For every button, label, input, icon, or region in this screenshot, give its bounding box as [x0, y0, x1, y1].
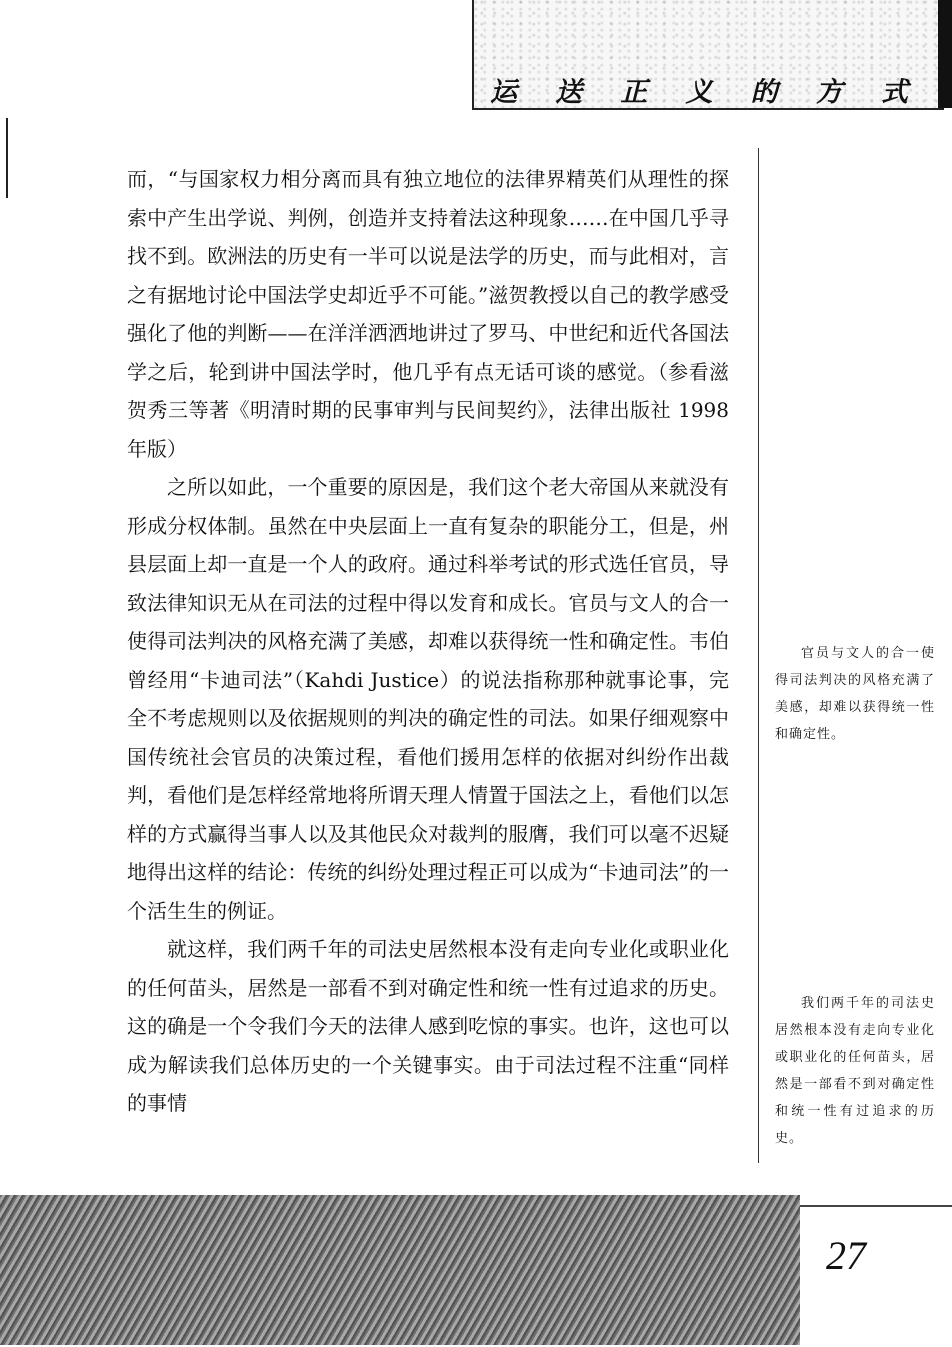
body-paragraph: 而，“与国家权力相分离而具有独立地位的法律界精英们从理性的探索中产生出学说、判例，创造并支持着法这种现象……在中国几乎寻找不到。欧洲法的历史有一半可以说是法学的历史，而与此相对，言之有据地讨论中国法学史却近乎不可能。”滋贺教授以自己的教学感受强化了他的判断——在洋洋洒洒地讲过了罗马、中世纪和近代各国法学之后，轮到讲中国法学时，他几乎有点无话可谈的感觉。（参看滋贺秀三等著《明清时期的民事审判与民间契约》，法律出版社 1998 年版）: [127, 167, 729, 461]
footer-page-box: [800, 1205, 952, 1287]
header-char: 运: [490, 77, 519, 108]
header-char: 式: [880, 77, 910, 108]
header-char: 正: [620, 77, 650, 108]
sidenote-text: 官员与文人的合一使得司法判决的风格充满了美感，却难以获得统一性和确定性。: [775, 646, 935, 742]
page-number: 27: [826, 1233, 866, 1278]
running-header-title: [490, 70, 910, 109]
header-char: 方: [815, 77, 845, 108]
header-char: 的: [750, 77, 780, 108]
footer-texture: [0, 1195, 800, 1345]
sidenote: [775, 640, 935, 748]
header-char: 义: [685, 77, 715, 108]
margin-divider: [758, 148, 759, 1163]
body-paragraph: 之所以如此，一个重要的原因是，我们这个老大帝国从来就没有形成分权体制。虽然在中央层面上一直有复杂的职能分工，但是，州县层面上却一直是一个人的政府。通过科举考试的形式选任官员，导致法律知识无从在司法的过程中得以发育和成长。官员与文人的合一使得司法判决的风格充满了美感，却难以获得统一性和确定性。韦伯曾经用“卡迪司法”（Kahdi Justice）的说法指称那种就事论事，完全不考虑规则以及依据规则的判决的确定性的司法。如果仔细观察中国传统社会官员的决策过程，看他们援用怎样的依据对纠纷作出裁判，看他们是怎样经常地将所谓天理人情置于国法之上，看他们以怎样的方式赢得当事人以及其他民众对裁判的服膺，我们可以毫不迟疑地得出这样的结论：传统的纠纷处理过程正可以成为“卡迪司法”的一个活生生的例证。: [127, 475, 729, 923]
body-text: [127, 160, 729, 1123]
sidenote-text: 我们两千年的司法史居然根本没有走向专业化或职业化的任何苗头，居然是一部看不到对确定性和统一性有过追求的历史。: [775, 996, 935, 1146]
sidenote: [775, 990, 935, 1152]
body-paragraph: 就这样，我们两千年的司法史居然根本没有走向专业化或职业化的任何苗头，居然是一部看不到对确定性和统一性有过追求的历史。这的确是一个令我们今天的法律人感到吃惊的事实。也许，这也可以成为解读我们总体历史的一个关键事实。由于司法过程不注重“同样的事情: [127, 937, 729, 1115]
header-tab-marker: [938, 0, 952, 108]
left-margin-rule: [6, 118, 8, 198]
header-char: 送: [555, 77, 585, 108]
